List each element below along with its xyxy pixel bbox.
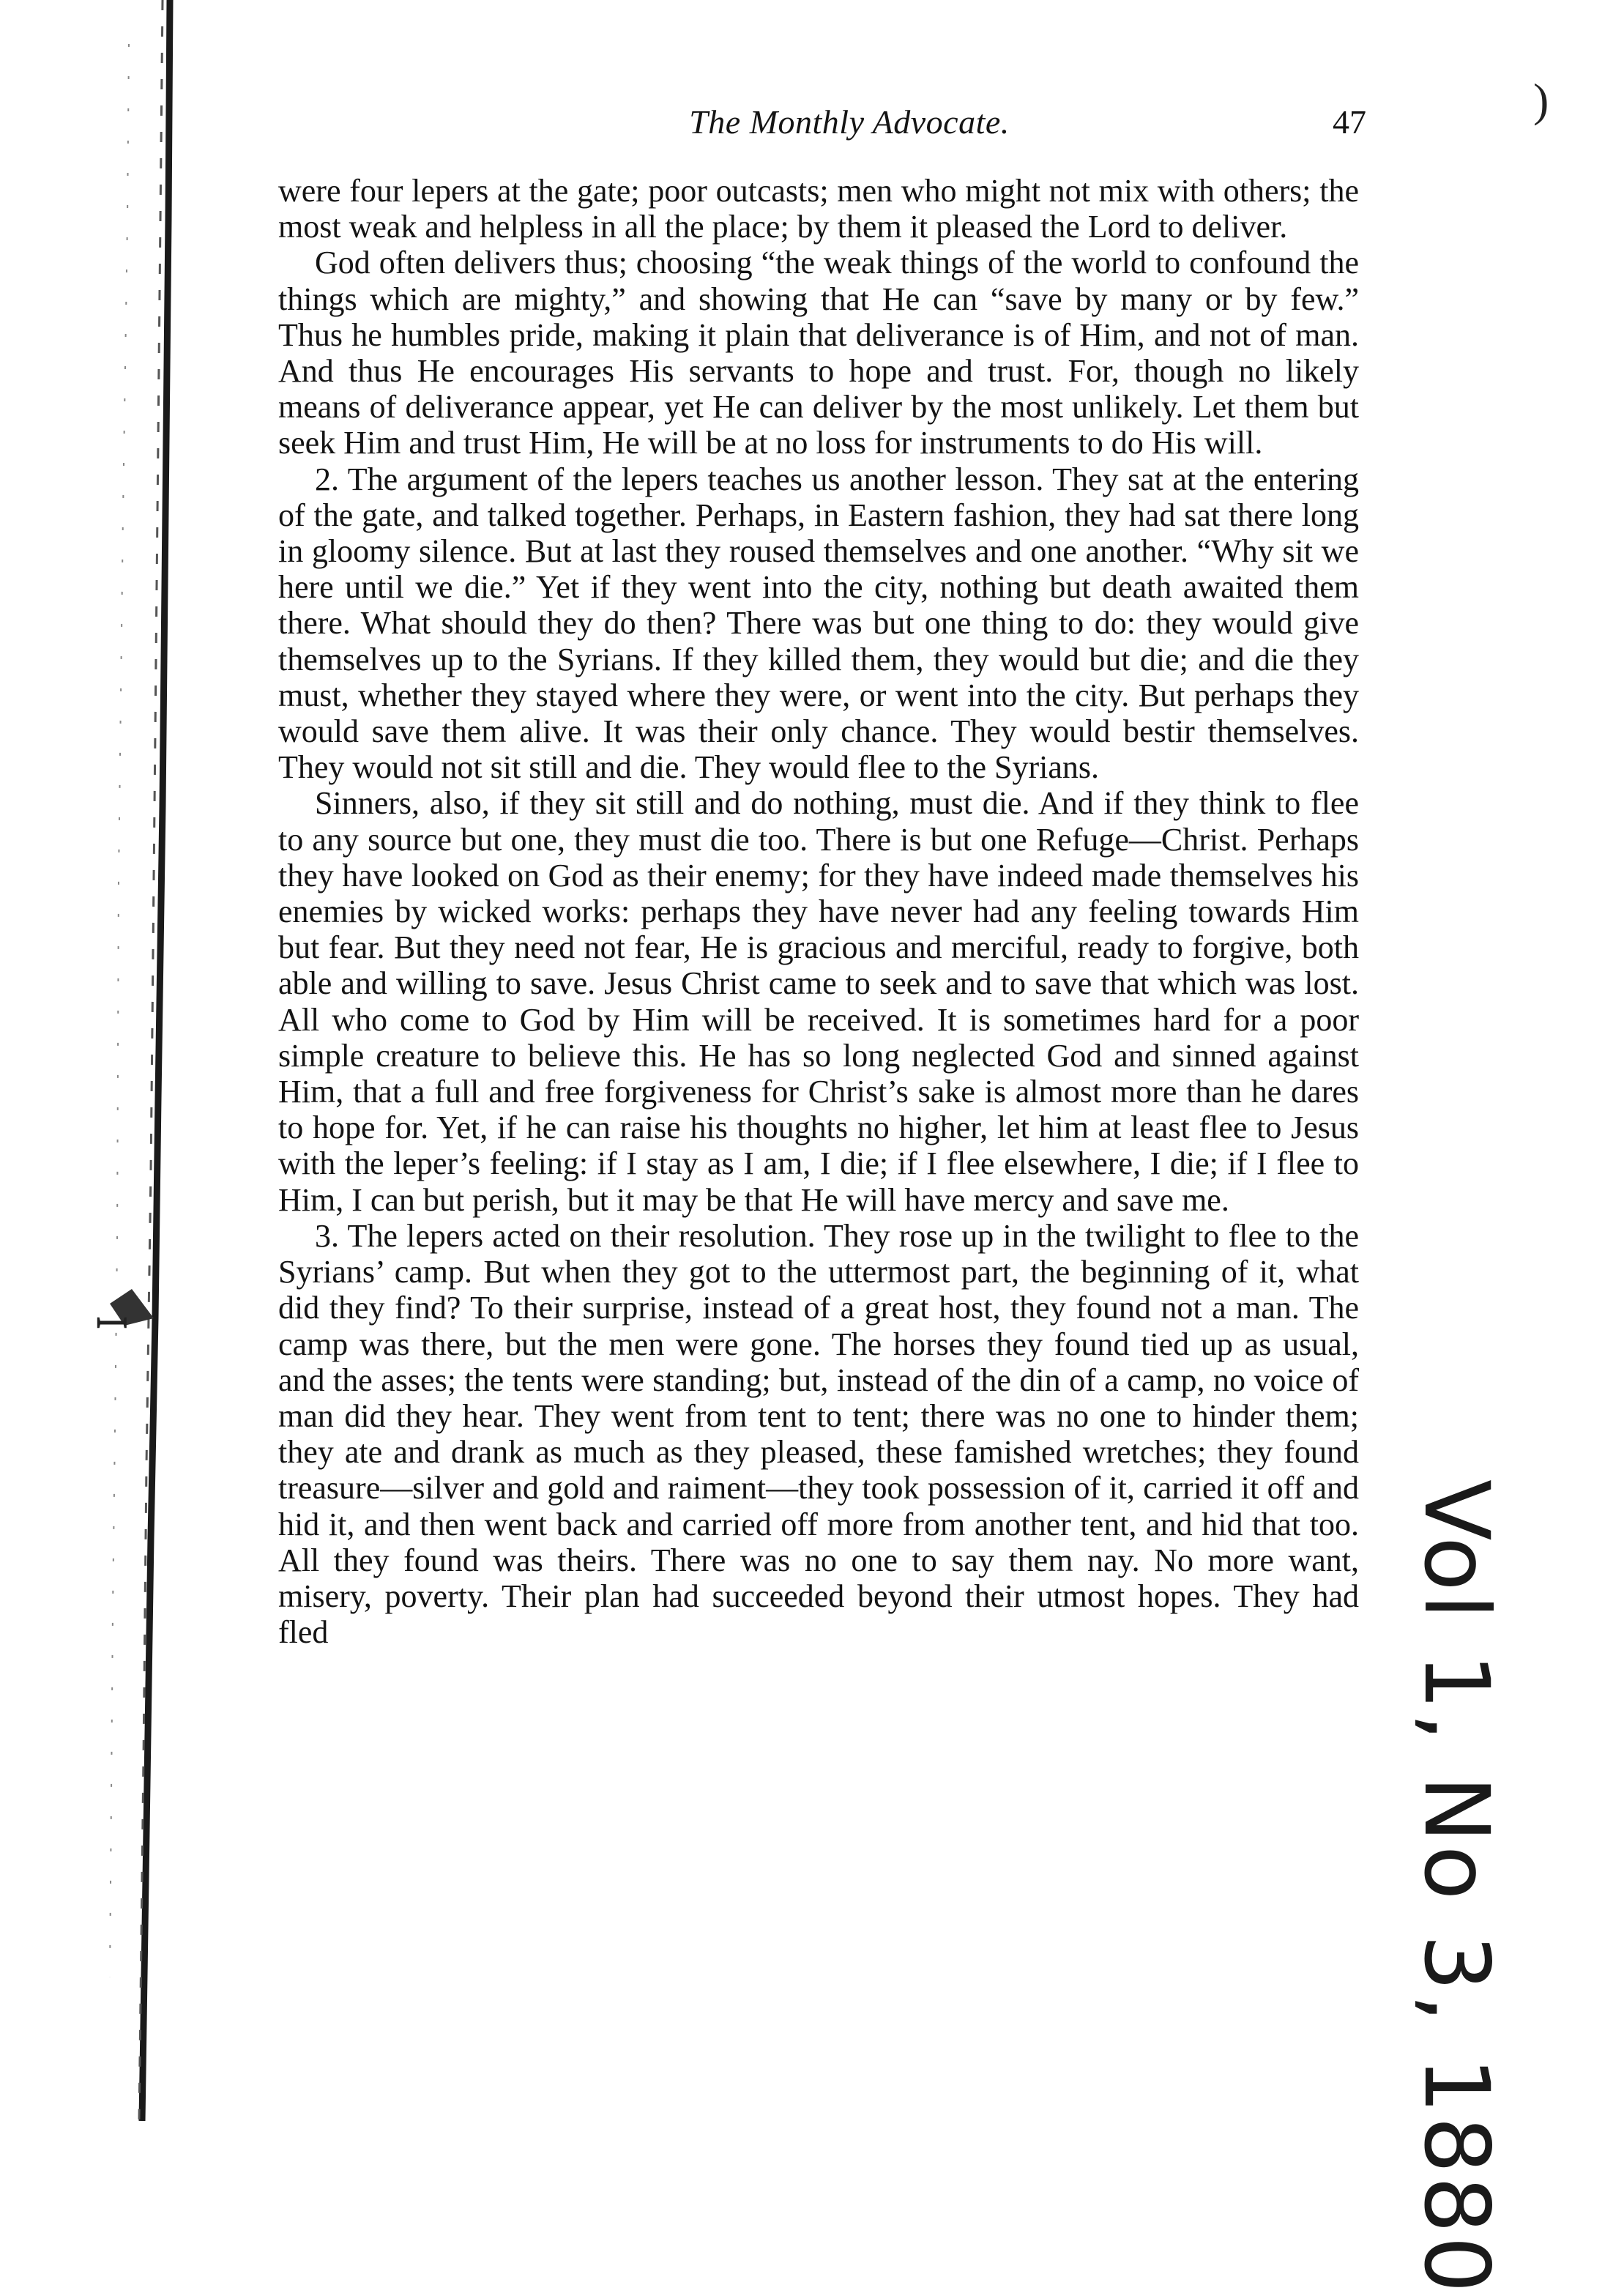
paragraph: 3. The lepers acted on their resolution. They rose up in the twilight to flee to the Syrians’ camp. But when they got to the uttermost part, the beginning of it, what did they find? To their surprise, instead of a great host, they found not a man. The camp was there, but the men were gone. The horses they found tied up as usual, and the asses; the tents were standing; but, instead of the din of a camp, no voice of man did they hear. They went from tent to tent; there was no one to hinder them; they ate and drank as much as they pleased, these famished wretches; they found treasure—silver and gold and raiment—they took possession of it, carried it off and hid it, and then went back and carried off more from another tent, and hid that too. All they found was theirs. There was no one to say them nay. No more want, misery, poverty. Their plan had succeeded beyond their utmost hopes. They had fled [278,1217,1359,1651]
article-body [278,173,1359,1650]
paragraph: God often delivers thus; choosing “the weak things of the world to confound the things which are mighty,” and showing that He can “save by many or by few.” Thus he humbles pride, making it plain that deliverance is of Him, and not of man. And thus He encourages His servants to hope and trust. For, though no likely means of deliverance appear, yet He can deliver by the most unlikely. Let them but seek Him and trust Him, He will be at no loss for instruments to do His will. [278,245,1359,461]
stray-mark: ) [1533,74,1549,126]
page-number: 47 [1333,103,1366,141]
handwritten-annotation: Vol 1, No 3, 1880 [1404,1479,1508,2296]
running-header-title: The Monthly Advocate. [689,103,1010,141]
paragraph: Sinners, also, if they sit still and do nothing, must die. And if they think to flee to any source but one, they must die too. There is but one Refuge—Christ. Perhaps they have looked on God as their enemy; for they have indeed made themselves his enemies by wicked works: perhaps they have never had any feeling towards Him but fear. But they need not fear, He is gracious and merciful, ready to forgive, both able and willing to save. Jesus Christ came to seek and to save that which was lost. All who come to God by Him will be received. It is sometimes hard for a poor simple creature to believe this. He has so long neglected God and sinned against Him, that a full and free forgiveness for Christ’s sake is almost more than he dares to hope for. Yet, if he can raise his thoughts no higher, let him at least flee to Jesus with the leper’s feeling: if I stay as I am, I die; if I flee elsewhere, I die; if I flee to Him, I can but perish, but it may be that He will have mercy and save me. [278,785,1359,1218]
paragraph: were four lepers at the gate; poor outcasts; men who might not mix with others; the most weak and helpless in all the place; by them it pleased the Lord to deliver. [278,173,1359,245]
binding-edge [0,0,176,2121]
paragraph: 2. The argument of the lepers teaches us another lesson. They sat at the entering of the gate, and talked together. Perhaps, in Eastern fashion, they had sat there long in gloomy silence. But at last they roused themselves and one another. “Why sit we here until we die.” Yet if they went into the city, nothing but death awaited them there. What should they do then? There was but one thing to do: they would give themselves up to the Syrians. If they killed them, they would but die; and die they must, whether they stayed where they were, or went into the city. But perhaps they would save them alive. It was their only chance. They would bestir themselves. They would not sit still and die. They would flee to the Syrians. [278,461,1359,786]
margin-glyph: ꟷ [95,1302,129,1348]
